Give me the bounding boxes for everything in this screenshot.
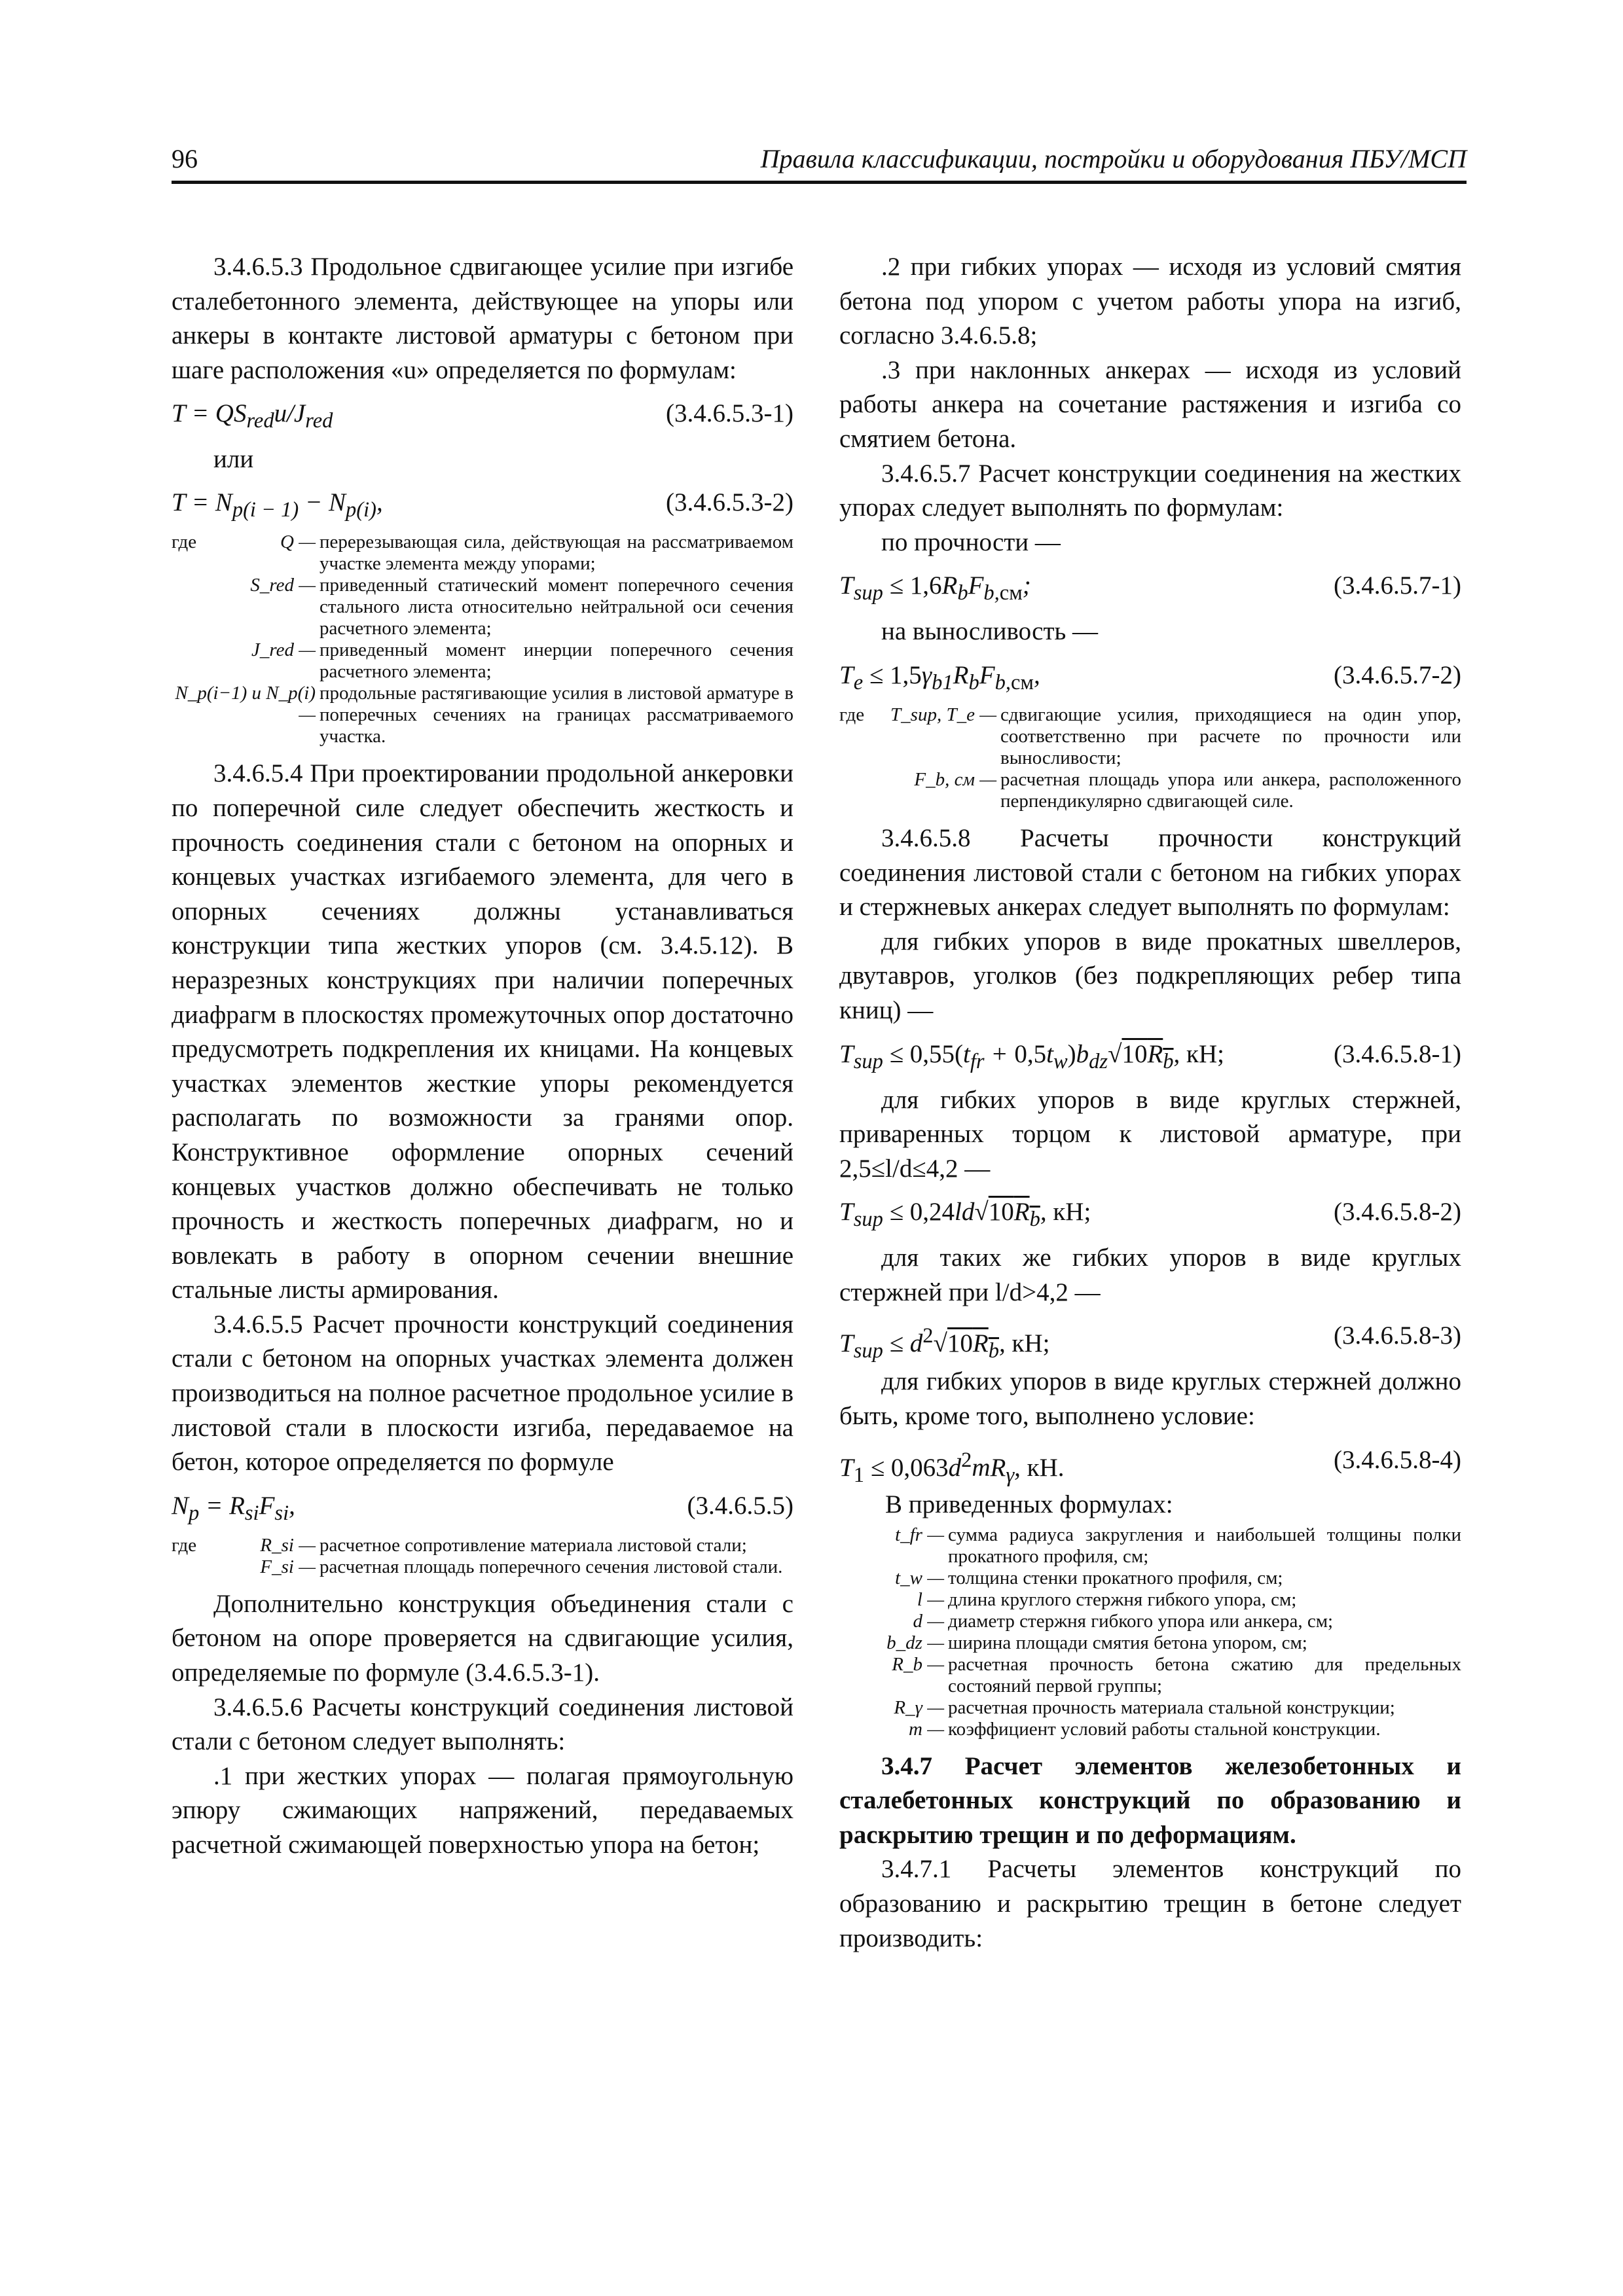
definition-text: приведенный статический момент поперечного сечения стального листа относительно нейтральной оси сечения расчетного элемента; bbox=[319, 575, 793, 639]
paragraph-3-4-6-5-7: 3.4.6.5.7 Расчет конструкции соединения на жестких упорах следует выполнять по формулам: bbox=[839, 459, 1461, 522]
formula-expression: $T_1 \le 0,063d^2mR_\gamma$, кН. bbox=[839, 1448, 1065, 1487]
formula-number: (3.4.6.5.3-2) bbox=[666, 488, 793, 517]
definition-item bbox=[172, 1535, 793, 1556]
formula-expression: $N_p = R_{si}F_{si}$, bbox=[172, 1491, 295, 1525]
formula-number: (3.4.6.5.8-4) bbox=[1334, 1445, 1461, 1474]
left-column bbox=[172, 250, 793, 1863]
formula-expression: $T = N_{p(i - 1)} - N_{p(i)}$, bbox=[172, 488, 383, 522]
formula-3-4-6-5-8-4 bbox=[839, 1442, 1461, 1487]
paragraph-round-bars-long: для таких же гибких упоров в виде круглых стержней при l/d>4,2 — bbox=[839, 1244, 1461, 1306]
formula-number: (3.4.6.5.7-1) bbox=[1334, 571, 1461, 600]
definition-item bbox=[839, 1632, 1461, 1654]
definition-symbol: J_red — bbox=[251, 639, 316, 661]
definition-text: приведенный момент инерции поперечного сечения расчетного элемента; bbox=[319, 639, 793, 683]
formula-3-4-6-5-8-2 bbox=[839, 1194, 1461, 1233]
or-word: или bbox=[213, 445, 254, 474]
definition-symbol: S_red — bbox=[250, 575, 316, 596]
definition-symbol: b_dz — bbox=[886, 1632, 944, 1653]
formula-number: (3.4.6.5.8-2) bbox=[1334, 1198, 1461, 1227]
definitions-list bbox=[839, 704, 1461, 812]
definitions-list bbox=[172, 1535, 793, 1578]
formula-3-4-6-5-3-2 bbox=[172, 484, 793, 524]
paragraph-additional-condition: для гибких упоров в виде круглых стержней должно быть, кроме того, выполнено условие: bbox=[839, 1367, 1461, 1431]
formula-number: (3.4.6.5.8-3) bbox=[1334, 1321, 1461, 1350]
definition-symbol: Q — bbox=[280, 531, 316, 553]
where-word: где bbox=[172, 1534, 197, 1556]
definition-item bbox=[172, 639, 793, 683]
definition-symbol: m — bbox=[909, 1718, 944, 1740]
formula-number: (3.4.6.5.8-1) bbox=[1334, 1039, 1461, 1068]
definition-text: ширина площади смятия бетона упором, см; bbox=[948, 1632, 1307, 1653]
definitions-list bbox=[839, 1524, 1461, 1740]
paragraph-inclined-anchors: .3 при наклонных анкерах — исходя из условий работы анкера на сочетание растяжения и изгиба со смятием бетона. bbox=[839, 355, 1461, 453]
definitions-title: В приведенных формулах: bbox=[885, 1490, 1173, 1518]
formula-3-4-6-5-8-3 bbox=[839, 1318, 1461, 1363]
definition-symbol: l — bbox=[917, 1588, 944, 1610]
definition-item bbox=[172, 683, 793, 747]
definition-text: продольные растягивающие усилия в листовой арматуре в поперечных сечениях на границах рассматриваемого участка. bbox=[319, 683, 793, 747]
page-header bbox=[172, 144, 1467, 184]
right-column bbox=[839, 250, 1461, 1956]
definition-item bbox=[839, 1654, 1461, 1697]
definition-symbol: t_fr — bbox=[895, 1524, 944, 1545]
definition-item bbox=[172, 575, 793, 639]
paragraph-3-4-7-1: 3.4.7.1 Расчеты элементов конструкций по образованию и раскрытию трещин в бетоне следует производить: bbox=[839, 1855, 1461, 1952]
definition-item bbox=[172, 1556, 793, 1578]
paragraph-rolled-profiles: для гибких упоров в виде прокатных швеллеров, двутавров, уголков (без подкрепляющих ребер типа книц) — bbox=[839, 927, 1461, 1024]
formula-expression: $T_{sup} \le 1,6R_bF_{b,см}$; bbox=[839, 571, 1031, 605]
paragraph-3-4-6-5-6: 3.4.6.5.6 Расчеты конструкций соединения листовой стали с бетоном следует выполнять: bbox=[172, 1693, 793, 1756]
formula-3-4-6-5-3-1 bbox=[172, 395, 793, 435]
definition-text: сдвигающие усилия, приходящиеся на один упор, соответственно при расчете по прочности или выносливости; bbox=[1000, 704, 1461, 768]
paragraph-round-bars: для гибких упоров в виде круглых стержней, приваренных торцом к листовой арматуре, при 2,5≤l/d≤4,2 — bbox=[839, 1085, 1461, 1183]
paragraph-additional-check: Дополнительно конструкция объединения стали с бетоном на опоре проверяется на сдвигающие усилия, определяемые по формуле (3.4.6.5.3-1). bbox=[172, 1589, 793, 1687]
definition-item bbox=[839, 1697, 1461, 1719]
definition-symbol: d — bbox=[913, 1610, 944, 1632]
definition-text: длина круглого стержня гибкого упора, см; bbox=[948, 1588, 1297, 1610]
definition-symbol: T_sup, T_e — bbox=[890, 704, 996, 725]
definition-symbol: R_b — bbox=[892, 1653, 944, 1675]
formula-expression: $T_{sup} \le d^2√10R_b$, кН; bbox=[839, 1324, 1050, 1363]
formula-expression: $T_e \le 1,5\gamma_{b1}R_bF_{b,см}$, bbox=[839, 660, 1040, 694]
definition-symbol: F_b, см — bbox=[914, 768, 996, 790]
definition-text: расчетная прочность бетона сжатию для предельных состояний первой группы; bbox=[948, 1653, 1461, 1696]
definitions-list bbox=[172, 531, 793, 747]
definition-text: коэффициент условий работы стальной конструкции. bbox=[948, 1718, 1381, 1740]
paragraph-3-4-6-5-8: 3.4.6.5.8 Расчеты прочности конструкций соединения листовой стали с бетоном на гибких упорах и стержневых анкерах следует выполнять по формулам: bbox=[839, 823, 1461, 922]
definition-text: толщина стенки прокатного профиля, см; bbox=[948, 1567, 1283, 1588]
definition-item bbox=[839, 1589, 1461, 1611]
formula-expression: $T = QS_{red}u/J_{red}$ bbox=[172, 399, 333, 433]
definition-symbol: t_w — bbox=[895, 1567, 944, 1588]
definition-item bbox=[839, 704, 1461, 769]
running-title: Правила классификации, постройки и оборудования ПБУ/МСП bbox=[760, 144, 1467, 173]
paragraph-3-4-6-5-4: 3.4.6.5.4 При проектировании продольной анкеровки по поперечной силе следует обеспечить жесткость и прочность соединения стали с бетоном на опорных и концевых участках изгибаемого элемента, для чего в опорных сечениях должны устанавливаться конструкции типа жестких упоров (см. 3.4.5.12). В неразрезных конструкциях при наличии поперечных диафрагм в плоскостях промежуточных опор достаточно предусмотреть подкрепления их кницами. На концевых участках элементов жесткие упоры рекомендуется располагать по возможности за гранями опор. Конструктивное оформление опорных сечений концевых участков должно обеспечивать не только прочность и жесткость поперечных диафрагм, но и вовлекать в работу в опорном сечении внешние стальные листы армирования. bbox=[172, 759, 793, 1304]
formula-number: (3.4.6.5.5) bbox=[687, 1491, 793, 1520]
definition-item bbox=[172, 531, 793, 575]
definition-text: расчетная площадь поперечного сечения листовой стали. bbox=[319, 1556, 783, 1577]
definition-item bbox=[839, 1719, 1461, 1740]
formula-3-4-6-5-7-1 bbox=[839, 567, 1461, 607]
definition-item bbox=[839, 1524, 1461, 1568]
paragraph-flexible-stops: .2 при гибких упорах — исходя из условий смятия бетона под упором с учетом работы упора на изгиб, согласно 3.4.6.5.8; bbox=[839, 253, 1461, 350]
formula-3-4-6-5-8-1 bbox=[839, 1036, 1461, 1075]
where-word: где bbox=[839, 704, 865, 725]
definition-symbol: F_si — bbox=[260, 1556, 316, 1577]
paragraph-3-4-6-5-5: 3.4.6.5.5 Расчет прочности конструкций соединения стали с бетоном на опорных участках элемента должен производиться на полное расчетное продольное усилие в листовой стали в плоскости изгиба, передаваемое на бетон, которое определяется по формуле bbox=[172, 1310, 793, 1477]
definition-text: расчетное сопротивление материала листовой стали; bbox=[319, 1534, 747, 1556]
definition-item bbox=[839, 1568, 1461, 1589]
paragraph-by-endurance: на выносливость — bbox=[881, 617, 1099, 646]
formula-number: (3.4.6.5.7-2) bbox=[1334, 660, 1461, 689]
definition-item bbox=[839, 1611, 1461, 1632]
definition-symbol: R_si — bbox=[260, 1534, 316, 1556]
definition-item bbox=[839, 769, 1461, 812]
formula-3-4-6-5-5 bbox=[172, 1488, 793, 1527]
formula-number: (3.4.6.5.3-1) bbox=[666, 399, 793, 428]
paragraph-rigid-stops: .1 при жестких упорах — полагая прямоугольную эпюру сжимающих напряжений, передаваемых расчетной сжимающей поверхностью упора на бетон; bbox=[172, 1761, 793, 1859]
formula-expression: $T_{sup} \le 0,24ld√10R_b$, кН; bbox=[839, 1198, 1091, 1232]
paragraph-3-4-6-5-3: 3.4.6.5.3 Продольное сдвигающее усилие при изгибе сталебетонного элемента, действующее на упоры или анкеры в контакте листовой арматуры с бетоном при шаге расположения «u» определяется по формулам: bbox=[172, 253, 793, 384]
definition-text: сумма радиуса закругления и наибольшей толщины полки прокатного профиля, см; bbox=[948, 1524, 1461, 1567]
where-word: где bbox=[172, 531, 197, 553]
definition-symbol: N_p(i−1) и N_p(i) — bbox=[175, 683, 316, 726]
definition-text: расчетная площадь упора или анкера, расположенного перпендикулярно сдвигающей силе. bbox=[1000, 768, 1461, 812]
formula-expression: $T_{sup} \le 0,55(t_{fr} + 0,5t_w)b_{dz}√10R_b$, кН; bbox=[839, 1039, 1224, 1073]
formula-3-4-6-5-7-2 bbox=[839, 657, 1461, 696]
section-heading-3-4-7: 3.4.7 Расчет элементов железобетонных и сталебетонных конструкций по образованию и раскрытию трещин и по деформациям. bbox=[839, 1751, 1461, 1849]
definition-text: расчетная прочность материала стальной конструкции; bbox=[948, 1696, 1395, 1718]
definition-text: диаметр стержня гибкого упора или анкера, см; bbox=[948, 1610, 1334, 1632]
definition-symbol: R_γ — bbox=[894, 1696, 944, 1718]
definition-text: перерезывающая сила, действующая на рассматриваемом участке элемента между упорами; bbox=[319, 531, 793, 575]
page-number: 96 bbox=[172, 144, 198, 173]
paragraph-by-strength: по прочности — bbox=[881, 528, 1061, 556]
